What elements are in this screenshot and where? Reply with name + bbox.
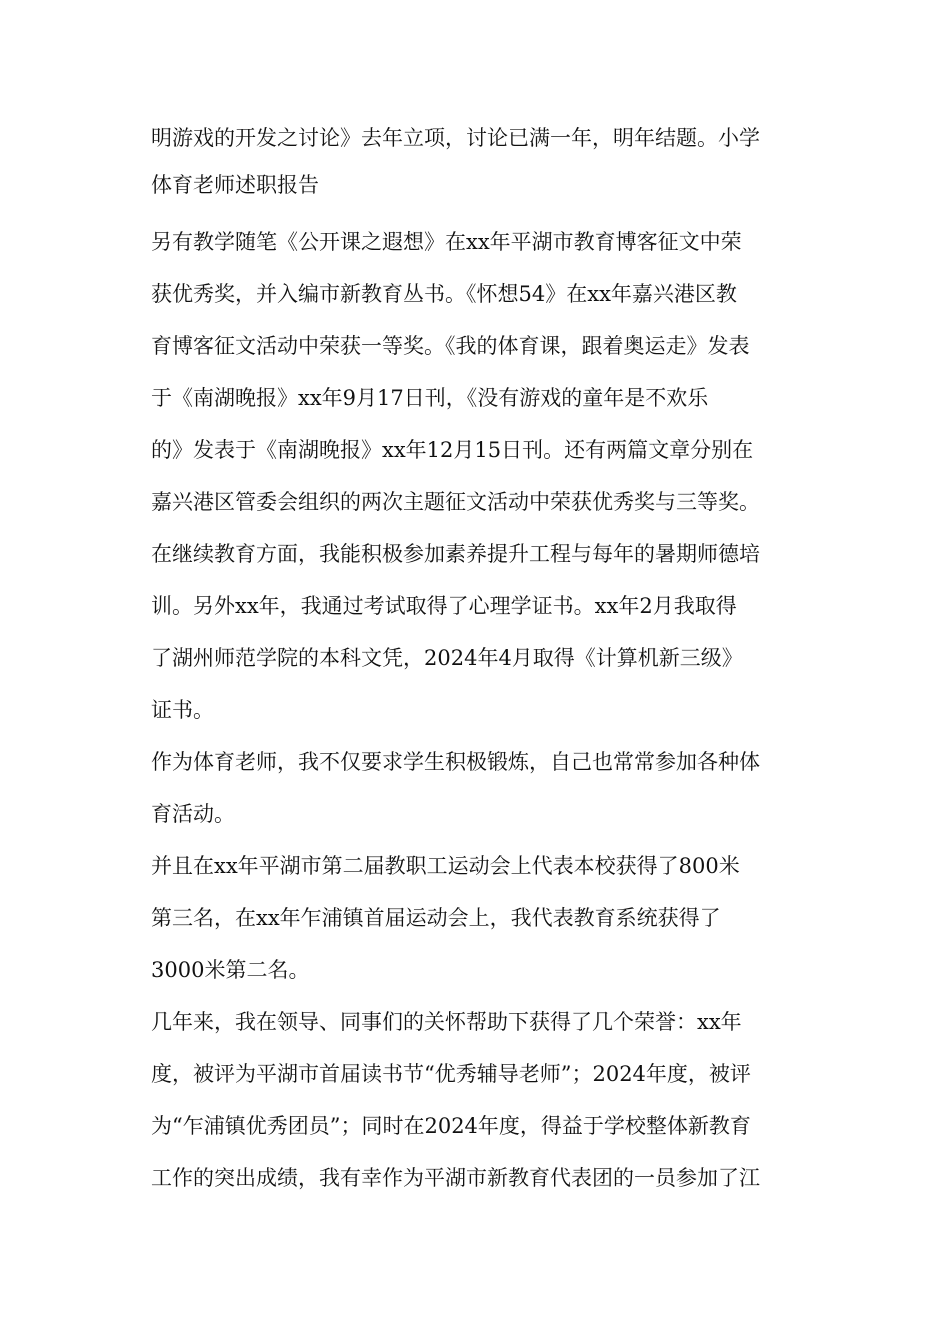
text-line: 于《南湖晚报》xx年9月17日刊，《没有游戏的童年是不欢乐 bbox=[151, 386, 709, 410]
text-line: 明游戏的开发之讨论》去年立项，讨论已满一年，明年结题。小学 bbox=[151, 126, 760, 150]
text-line: 嘉兴港区管委会组织的两次主题征文活动中荣获优秀奖与三等奖。 bbox=[151, 490, 760, 514]
text-line: 证书。 bbox=[151, 698, 214, 722]
text-line: 训。另外xx年，我通过考试取得了心理学证书。xx年2月我取得 bbox=[151, 594, 737, 618]
text-line: 育活动。 bbox=[151, 802, 235, 826]
text-line: 几年来，我在领导、同事们的关怀帮助下获得了几个荣誉：xx年 bbox=[151, 1010, 742, 1034]
text-line: 了湖州师范学院的本科文凭，2024年4月取得《计算机新三级》 bbox=[151, 646, 743, 670]
text-line: 育博客征文活动中荣获一等奖。《我的体育课，跟着奥运走》发表 bbox=[151, 334, 750, 358]
text-line: 另有教学随笔《公开课之遐想》在xx年平湖市教育博客征文中荣 bbox=[151, 230, 742, 254]
text-line: 获优秀奖，并入编市新教育丛书。《怀想54》在xx年嘉兴港区教 bbox=[151, 282, 737, 306]
text-line: 第三名，在xx年乍浦镇首届运动会上，我代表教育系统获得了 bbox=[151, 906, 721, 930]
text-line: 的》发表于《南湖晚报》xx年12月15日刊。还有两篇文章分别在 bbox=[151, 438, 754, 462]
text-line: 作为体育老师，我不仅要求学生积极锻炼，自己也常常参加各种体 bbox=[151, 750, 760, 774]
text-line: 体育老师述职报告 bbox=[151, 173, 319, 197]
text-line: 在继续教育方面，我能积极参加素养提升工程与每年的暑期师德培 bbox=[151, 542, 760, 566]
text-line: 工作的突出成绩，我有幸作为平湖市新教育代表团的一员参加了江 bbox=[151, 1166, 760, 1190]
text-line: 为“乍浦镇优秀团员”；同时在2024年度，得益于学校整体新教育 bbox=[151, 1114, 751, 1138]
text-line: 并且在xx年平湖市第二届教职工运动会上代表本校获得了800米 bbox=[151, 854, 740, 878]
text-line: 3000米第二名。 bbox=[151, 958, 310, 982]
text-line: 度，被评为平湖市首届读书节“优秀辅导老师”；2024年度，被评 bbox=[151, 1062, 751, 1086]
